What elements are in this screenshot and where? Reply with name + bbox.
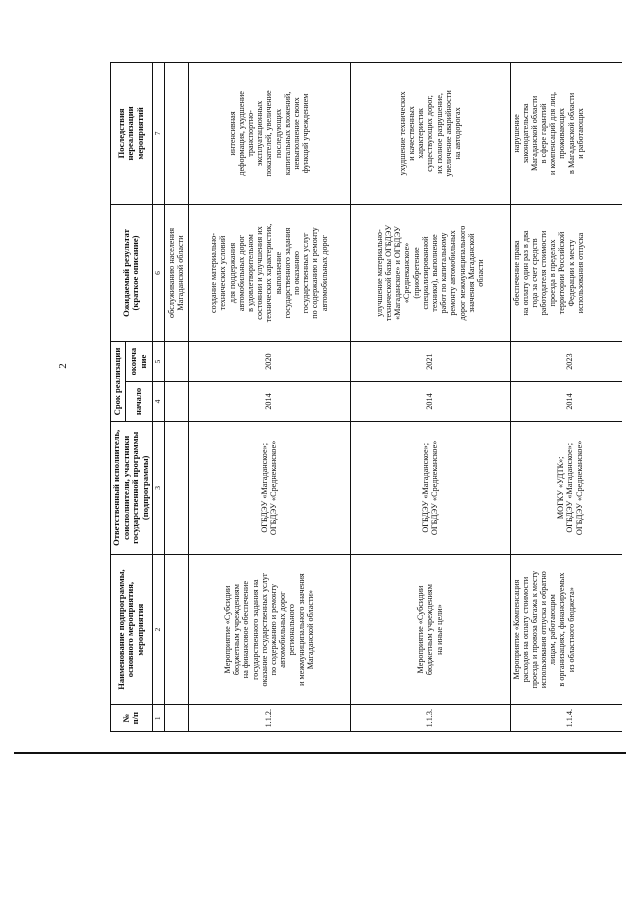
empty-cell [164, 554, 188, 705]
header-start: начало [126, 382, 152, 422]
header-period: Срок реализации [111, 342, 126, 422]
column-number: 1 [152, 705, 164, 732]
row-name: Мероприятие «Субсидии бюджетным учреждениям на иные цели» [350, 554, 510, 705]
header-name: Наименование подпрограммы, основного мероприятия, мероприятия [111, 554, 153, 705]
continuation-result: обслуживанию населения Магаданской области [164, 204, 188, 341]
empty-cell [164, 382, 188, 422]
row-end: 2023 [510, 342, 622, 382]
page-number: 2 [56, 363, 69, 369]
empty-cell [164, 63, 188, 205]
continuation-row [164, 63, 188, 732]
program-table [110, 62, 622, 732]
row-start: 2014 [510, 382, 622, 422]
column-number: 6 [152, 204, 164, 341]
column-number: 4 [152, 382, 164, 422]
table-row [510, 63, 622, 732]
empty-cell [164, 421, 188, 554]
row-num: 1.1.3. [350, 705, 510, 732]
header-result: Ожидаемый результат (краткое описание) [111, 204, 153, 341]
table-row [350, 63, 510, 732]
row-start: 2014 [188, 382, 350, 422]
row-consequences: нарушение законодательства Магаданской области в сфере гарантий и компенсаций для лиц, проживающих в Магаданской области и работающих [510, 63, 622, 205]
empty-cell [164, 342, 188, 382]
empty-cell [164, 705, 188, 732]
row-executor: ОГБДЭУ «Магаданское»; ОГБДЭУ «Среднеканское» [188, 421, 350, 554]
table-container [110, 62, 622, 732]
column-numbers-row [152, 63, 164, 732]
header-consequences: Последствия нереализации мероприятий [111, 63, 153, 205]
column-number: 2 [152, 554, 164, 705]
row-num: 1.1.2. [188, 705, 350, 732]
row-end: 2021 [350, 342, 510, 382]
column-number: 5 [152, 342, 164, 382]
row-result: создание материально- технических условий для поддержания автомобильных дорог в удовлетворительном состоянии и улучшения их технических характеристик, выполнение государственного задания по оказанию государственных услуг по содержанию и ремонту автомобильных дорог [188, 204, 350, 341]
column-number: 7 [152, 63, 164, 205]
column-number: 3 [152, 421, 164, 554]
header-end: оконча ние [126, 342, 152, 382]
table-row [188, 63, 350, 732]
row-end: 2020 [188, 342, 350, 382]
row-consequences: интенсивная деформация, ухудшение транспортно- эксплуатационных показателей, увеличение последующих капитальных вложений, невыполнение своих функций учреждением [188, 63, 350, 205]
row-num: 1.1.4. [510, 705, 622, 732]
row-name: Мероприятие «Субсидии бюджетным учреждениям на финансовое обеспечение государственного задания на оказание государственных услуг по содержанию и ремонту автомобильных дорог регионального и межмуниципального значения Магаданской области» [188, 554, 350, 705]
row-result: улучшение материально- технической базы ОГБДЭУ «Магаданское» и ОГБДЭУ «Среднеканское» (приобретение специализированной техники), выполнение работ по капитальному ремонту автомобильных дорог межмуниципального значения Магаданской области [350, 204, 510, 341]
row-consequences: ухудшение технических и качественных характеристик существующих дорог, их полное разрушение, увеличение аварийности на автодорогах [350, 63, 510, 205]
header-executor: Ответственный исполнитель, соисполнители, участники государственной программы (подпрограммы) [111, 421, 153, 554]
header-num: № п/п [111, 705, 153, 732]
header-row [111, 63, 126, 732]
row-executor: МОГКУ «УДТК»; ОГБДЭУ «Магаданское»; ОГБДЭУ «Среднеканское» [510, 421, 622, 554]
row-executor: ОГБДЭУ «Магаданское»; ОГБДЭУ «Среднеканское» [350, 421, 510, 554]
row-start: 2014 [350, 382, 510, 422]
row-name: Мероприятие «Компенсация расходов на оплату стоимости проезда и провоза багажа к месту использования отпуска и обратно лицам, работающим в организациях, финансируемых из областного бюджета» [510, 554, 622, 705]
row-result: обеспечение права на оплату один раз в два года за счет средств работодателя стоимости проезда в пределах территории Российской Федерации к месту использования отпуска [510, 204, 622, 341]
separator-line [14, 752, 626, 754]
